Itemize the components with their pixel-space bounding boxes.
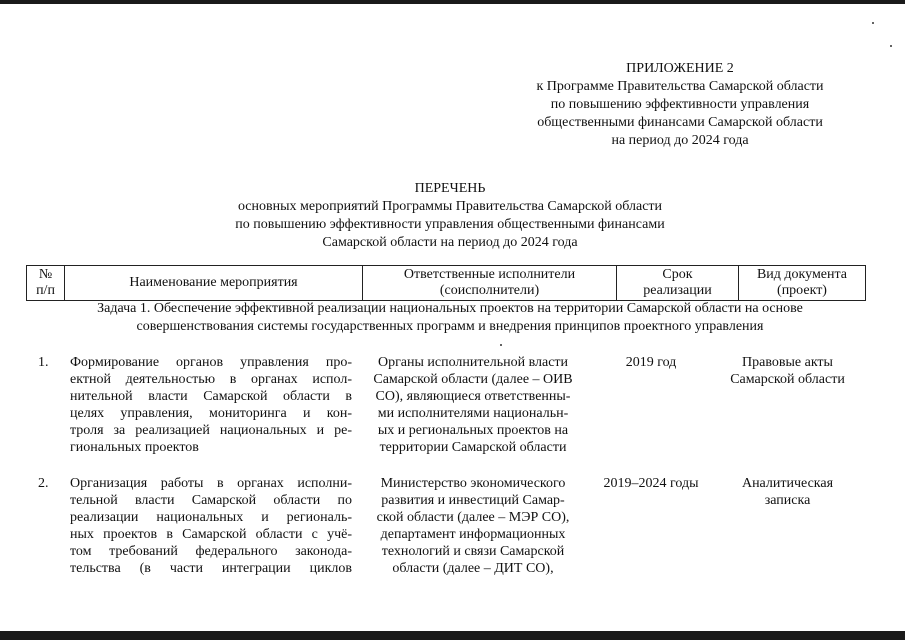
task-heading xyxy=(30,300,870,336)
title-line: по повышению эффективности управления общественными финансами xyxy=(235,217,665,232)
title-line: основных мероприятий Программы Правительства Самарской области xyxy=(237,199,663,214)
appendix-line: к Программе Правительства Самарской области xyxy=(536,79,824,94)
row-name xyxy=(70,354,352,456)
row-name-line: тельства (в части интеграции циклов xyxy=(70,561,352,576)
scan-speck xyxy=(890,45,892,47)
header-doc xyxy=(738,266,866,300)
row-term: 2019 год xyxy=(625,355,677,370)
document-title xyxy=(100,180,800,252)
header-doc-line: (проект) xyxy=(777,283,827,298)
header-name-text: Наименование мероприятия xyxy=(129,275,298,290)
row-doc-line: записка xyxy=(764,493,811,508)
title-line: ПЕРЕЧЕНЬ xyxy=(414,181,486,196)
header-doc-line: Вид документа xyxy=(756,267,848,282)
appendix-line: на период до 2024 года xyxy=(611,133,749,148)
row-responsible-line: области (далее – ДИТ СО), xyxy=(392,561,554,576)
header-num-line: № xyxy=(38,267,53,282)
title-line: Самарской области на период до 2024 года xyxy=(322,235,578,250)
task-line: совершенствования системы государственных программ и внедрения принципов проектного управления xyxy=(136,319,764,334)
row-name-line: ных проектов в Самарской области с учё- xyxy=(70,527,352,542)
row-name-line: том требований федерального законода- xyxy=(70,544,352,559)
row-responsible-line: ых и региональных проектов на xyxy=(377,423,569,438)
scan-edge-top xyxy=(0,0,905,4)
row-responsible-line: Министерство экономического xyxy=(380,476,566,491)
row-name-line: тельной власти Самарской области по xyxy=(70,493,352,508)
header-num-line: п/п xyxy=(36,283,55,298)
row-responsible-line: СО), являющиеся ответственны- xyxy=(375,389,571,404)
row-responsible xyxy=(358,475,588,577)
row-name-line: троля за реализацией национальных и ре- xyxy=(70,423,352,438)
row-responsible xyxy=(358,354,588,456)
row-responsible-line: департамент информационных xyxy=(380,527,566,542)
row-doc xyxy=(715,354,860,388)
task-line: Задача 1. Обеспечение эффективной реализации национальных проектов на территории Самарской области на основе xyxy=(97,301,803,316)
header-name xyxy=(64,266,362,300)
row-name xyxy=(70,475,352,577)
row-name-line: ектной деятельностью в органах испол- xyxy=(70,372,352,387)
appendix-header xyxy=(505,60,855,150)
header-responsible xyxy=(362,266,616,300)
appendix-line: общественными финансами Самарской области xyxy=(537,115,823,130)
header-term-line: реализации xyxy=(643,283,712,298)
row-responsible-line: развития и инвестиций Самар- xyxy=(381,493,565,508)
row-name-line: гиональных проектов xyxy=(70,440,199,455)
row-name-line: реализации национальных и региональ- xyxy=(70,510,352,525)
row-responsible-line: технологий и связи Самарской xyxy=(381,544,565,559)
row-responsible-line: Органы исполнительной власти xyxy=(377,355,569,370)
row-name-line: нительной власти Самарской области в xyxy=(70,389,352,404)
appendix-line: по повышению эффективности управления xyxy=(550,97,810,112)
row-responsible-line: ской области (далее – МЭР СО), xyxy=(376,510,570,525)
row-name-line: Формирование органов управления про- xyxy=(70,355,352,370)
header-responsible-line: Ответственные исполнители xyxy=(403,267,576,282)
row-number: 2. xyxy=(38,476,49,491)
header-term-line: Срок xyxy=(662,267,693,282)
row-name-line: целях управления, мониторинга и кон- xyxy=(70,406,352,421)
row-responsible-line: ми исполнителями национальн- xyxy=(377,406,569,421)
row-doc-line: Правовые акты xyxy=(742,355,833,370)
header-num xyxy=(26,266,64,300)
row-doc-line: Аналитическая xyxy=(741,476,834,491)
row-doc-line: Самарской области xyxy=(730,372,845,387)
row-doc xyxy=(715,475,860,509)
header-responsible-line: (соисполнители) xyxy=(439,283,540,298)
scan-edge-bottom xyxy=(0,631,905,640)
row-name-line: Организация работы в органах исполни- xyxy=(70,476,352,491)
row-responsible-line: территории Самарской области xyxy=(379,440,567,455)
row-responsible-line: Самарской области (далее – ОИВ xyxy=(373,372,573,387)
row-number: 1. xyxy=(38,355,49,370)
header-term xyxy=(616,266,738,300)
scan-speck xyxy=(500,344,502,346)
table-header xyxy=(26,265,866,301)
appendix-line: ПРИЛОЖЕНИЕ 2 xyxy=(626,61,734,76)
row-term: 2019–2024 годы xyxy=(603,476,699,491)
scan-speck xyxy=(872,22,874,24)
